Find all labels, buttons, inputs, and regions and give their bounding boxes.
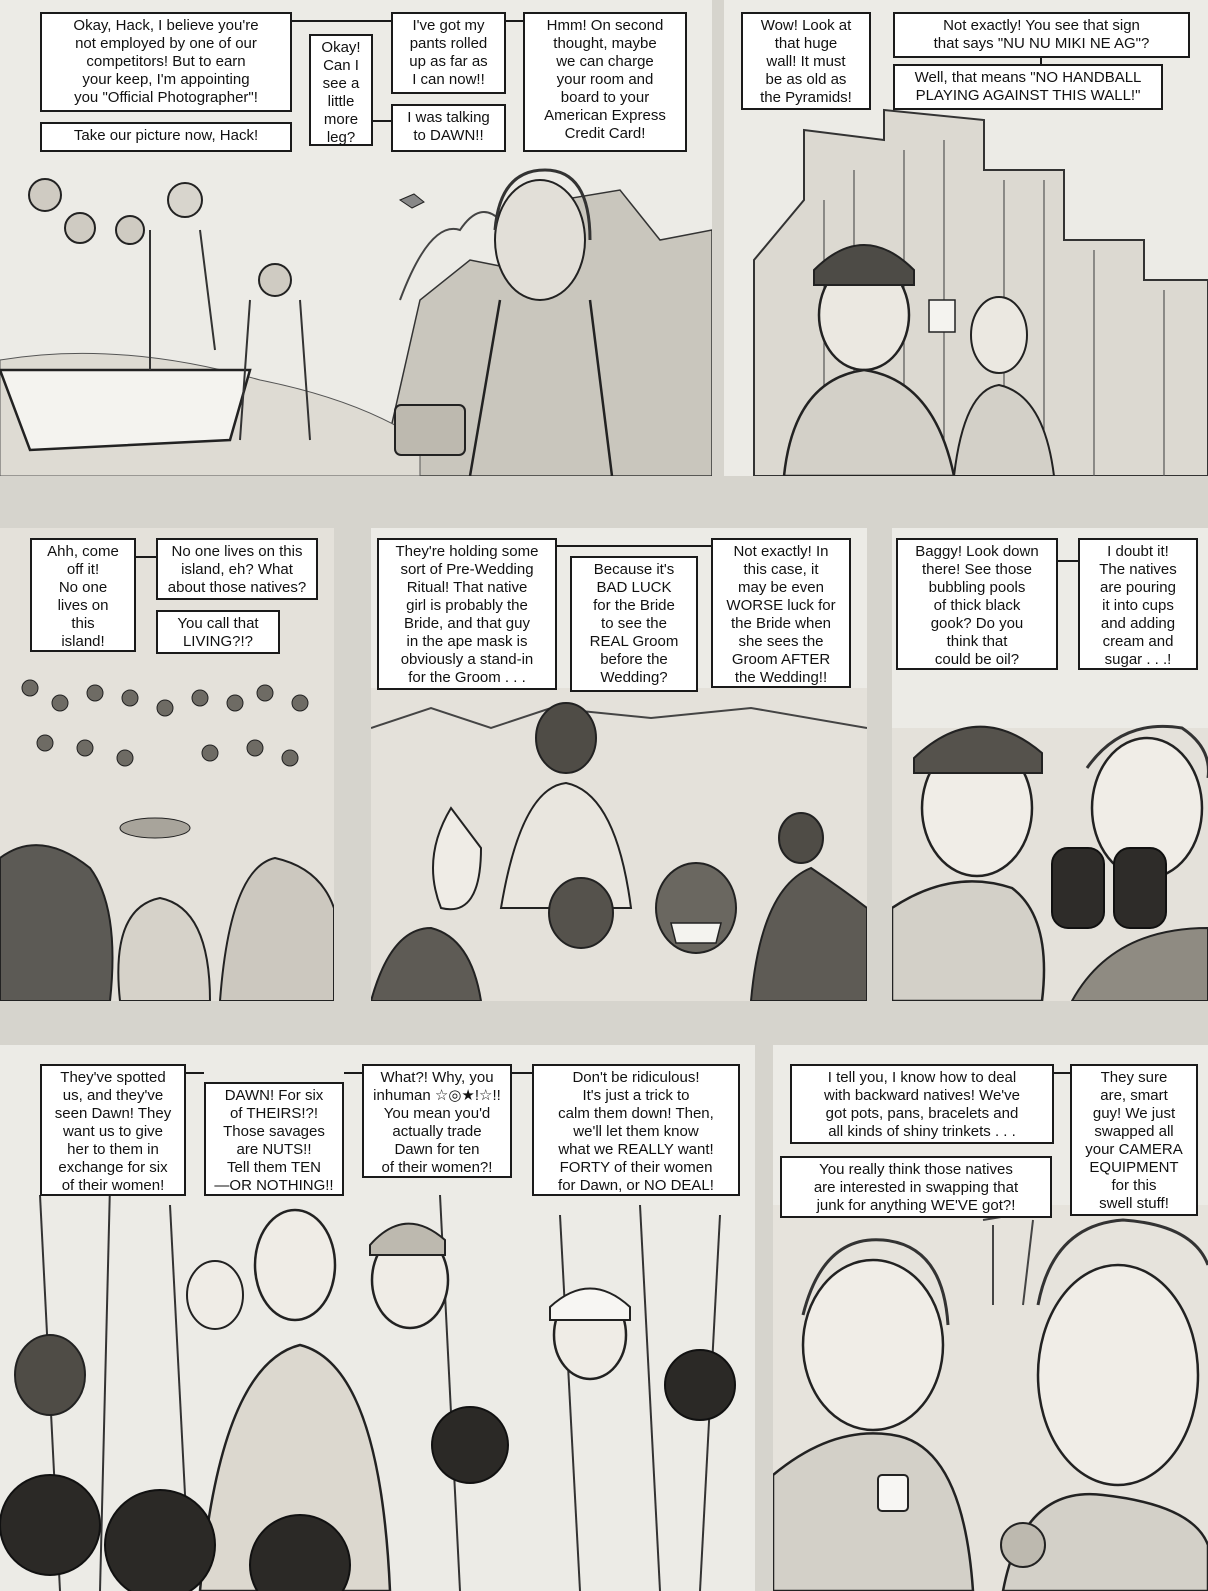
balloon-connector [512, 1072, 532, 1074]
speech-balloon-take-picture: Take our picture now, Hack! [40, 122, 292, 152]
balloon-connector [292, 20, 391, 22]
speech-balloon-talking-to-dawn: I was talking to DAWN!! [391, 104, 506, 152]
speech-balloon-call-that-living: You call that LIVING?!? [156, 610, 280, 654]
balloon-connector [186, 1072, 204, 1074]
speech-balloon-no-handball: Well, that means "NO HANDBALL PLAYING AGAINST THIS WALL!" [893, 64, 1163, 110]
speech-balloon-credit-card: Hmm! On second thought, maybe we can charge your room and board to your American Express Credit Card! [523, 12, 687, 152]
balloon-connector [136, 556, 156, 558]
speech-balloon-pants-rolled: I've got my pants rolled up as far as I can now!! [391, 12, 506, 94]
speech-balloon-oil: Baggy! Look down there! See those bubbling pools of thick black gook? Do you think that could be oil? [896, 538, 1058, 670]
speech-balloon-what-about-natives: No one lives on this island, eh? What about those natives? [156, 538, 318, 600]
speech-balloon-cream-sugar: I doubt it! The natives are pouring it into cups and adding cream and sugar . . .! [1078, 538, 1198, 670]
balloon-connector [1054, 1072, 1070, 1074]
speech-balloon-more-leg: Okay! Can I see a little more leg? [309, 34, 373, 146]
speech-balloon-inhuman: What?! Why, you inhuman ☆◎★!☆!! You mean you'd actually trade Dawn for ten of their women?! [362, 1064, 512, 1178]
balloon-connector [506, 20, 523, 22]
speech-balloon-trinkets: I tell you, I know how to deal with backward natives! We've got pots, pans, bracelets and all kinds of shiny trinkets . . . [790, 1064, 1054, 1144]
speech-balloon-camera-equipment: They sure are, smart guy! We just swapped all your CAMERA EQUIPMENT for this swell stuff! [1070, 1064, 1198, 1216]
speech-balloon-spotted-us: They've spotted us, and they've seen Dawn! They want us to give her to them in exchange for six of their women! [40, 1064, 186, 1196]
balloon-connector [373, 120, 391, 122]
balloon-connector [344, 1072, 362, 1074]
speech-balloon-official-photographer: Okay, Hack, I believe you're not employed by one of our competitors! But to earn your keep, I'm appointing you "Official Photographer"! [40, 12, 292, 112]
balloon-connector [1058, 560, 1078, 562]
speech-balloon-swapping-junk: You really think those natives are interested in swapping that junk for anything WE'VE got?! [780, 1156, 1052, 1218]
balloon-connector [557, 545, 711, 547]
speech-balloon-sign: Not exactly! You see that sign that says "NU NU MIKI NE AG"? [893, 12, 1190, 58]
speech-balloon-bad-luck: Because it's BAD LUCK for the Bride to see the REAL Groom before the Wedding? [570, 556, 698, 692]
speech-balloon-pre-wedding: They're holding some sort of Pre-Wedding Ritual! That native girl is probably the Bride, and that guy in the ape mask is obviously a stand-in for the Groom . . . [377, 538, 557, 690]
speech-balloon-ten-or-nothing: DAWN! For six of THEIRS!?! Those savages are NUTS!! Tell them TEN —OR NOTHING!! [204, 1082, 344, 1196]
speech-balloon-forty-women: Don't be ridiculous! It's just a trick to calm them down! Then, we'll let them know what we REALLY want! FORTY of their women for Dawn, or NO DEAL! [532, 1064, 740, 1196]
speech-balloon-worse-luck: Not exactly! In this case, it may be even WORSE luck for the Bride when she sees the Groom AFTER the Wedding!! [711, 538, 851, 688]
speech-balloon-no-one-lives: Ahh, come off it! No one lives on this island! [30, 538, 136, 652]
speech-balloon-huge-wall: Wow! Look at that huge wall! It must be as old as the Pyramids! [741, 12, 871, 110]
